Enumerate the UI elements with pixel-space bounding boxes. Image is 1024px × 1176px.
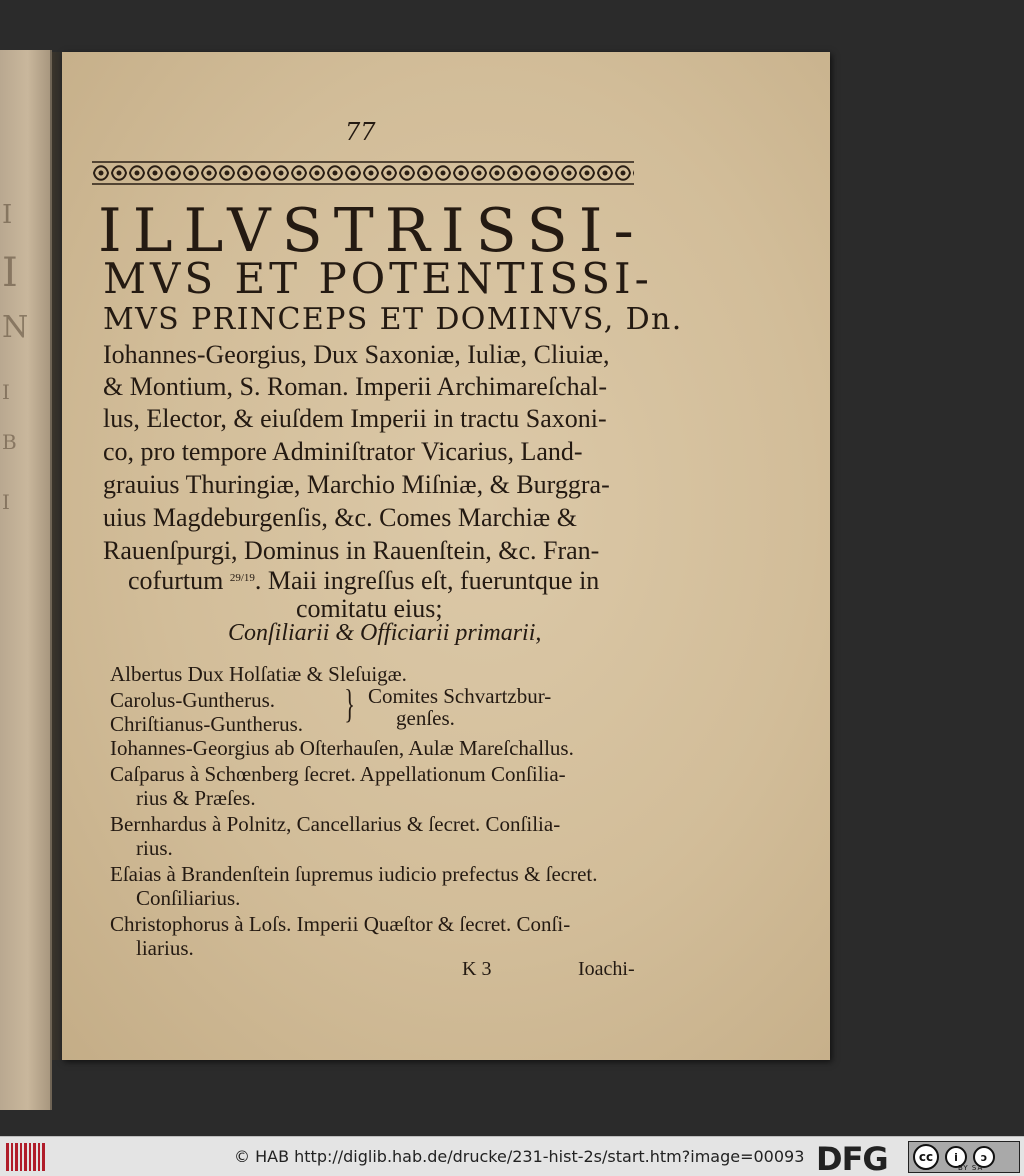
hab-logo-icon[interactable] — [6, 1143, 46, 1171]
catchword: Ioachi- — [578, 958, 635, 980]
license-labels: BY SA — [958, 1164, 984, 1172]
list-item: liarius. — [136, 936, 194, 960]
source-link[interactable]: © HAB http://diglib.hab.de/drucke/231-hist-2s/start.htm?image=00093 — [234, 1147, 805, 1166]
section-title: Conſiliarii & Officiarii primarii, — [228, 620, 542, 646]
signature-mark: K 3 — [462, 958, 492, 980]
list-item: rius. — [136, 836, 173, 860]
list-item: Eſaias à Brandenſtein ſupremus iudicio prefectus & ſecret. — [110, 862, 598, 886]
attribution-icon: i — [945, 1146, 967, 1168]
dfg-logo[interactable]: DFG — [816, 1140, 888, 1176]
footer-bar — [0, 1136, 1024, 1176]
list-item: rius & Præſes. — [136, 786, 256, 810]
list-item: genſes. — [396, 706, 455, 730]
ornament-pattern-icon — [92, 160, 634, 186]
list-item: Albertus Dux Holſatiæ & Sleſuigæ. — [110, 662, 407, 686]
list-item: Christophorus à Loſs. Imperii Quæſtor & ſecret. Conſi- — [110, 912, 571, 936]
facing-page-edge: I I N I B I — [0, 50, 52, 1110]
body-line: Iohannes-Georgius, Dux Saxoniæ, Iuliæ, Cliuiæ, — [103, 340, 610, 369]
title-line-2: MVS ET POTENTISSI- — [103, 254, 653, 303]
share-alike-icon: ↄ — [973, 1146, 995, 1168]
list-item: Chriſtianus-Guntherus. — [110, 712, 304, 736]
date-fraction: 29/19 — [229, 572, 255, 584]
title-line-1: ILLVSTRISSI- — [98, 196, 645, 266]
list-item: Carolus-Guntherus. — [110, 688, 276, 712]
body-line-date — [128, 566, 599, 596]
body-line: Rauenſpurgi, Dominus in Rauenſtein, &c. Fran- — [103, 536, 600, 565]
body-line: comitatu eius; — [296, 594, 443, 623]
list-item: Conſiliarius. — [136, 886, 241, 910]
title-line-3: MVS PRINCEPS ET DOMINVS, Dn. — [103, 302, 683, 337]
list-item: Bernhardus à Polnitz, Cancellarius & ſecret. Conſilia- — [110, 812, 561, 836]
ornament-band — [92, 160, 634, 186]
cc-icon: cc — [913, 1144, 939, 1170]
body-line: co, pro tempore Adminiſtrator Vicarius, Land- — [103, 437, 583, 466]
list-item: Comites Schvartzbur- — [368, 684, 552, 708]
body-line: lus, Elector, & eiuſdem Imperii in tractu Saxoni- — [103, 404, 607, 433]
body-line-text: cofurtum — [128, 566, 230, 595]
body-line: grauius Thuringiæ, Marchio Miſniæ, & Burggra- — [103, 470, 610, 499]
list-item: Iohannes-Georgius ab Oſterhauſen, Aulæ Mareſchallus. — [110, 736, 574, 760]
body-line: & Montium, S. Roman. Imperii Archimareſchal- — [103, 372, 608, 401]
body-line: uius Magdeburgenſis, &c. Comes Marchiæ & — [103, 503, 577, 532]
page-number: 77 — [345, 118, 376, 146]
list-item: Caſparus à Schœnberg ſecret. Appellationum Conſilia- — [110, 762, 566, 786]
body-line-text: . Maii ingreſſus eſt, fueruntque in — [254, 566, 600, 595]
brace-icon: } — [344, 681, 355, 726]
